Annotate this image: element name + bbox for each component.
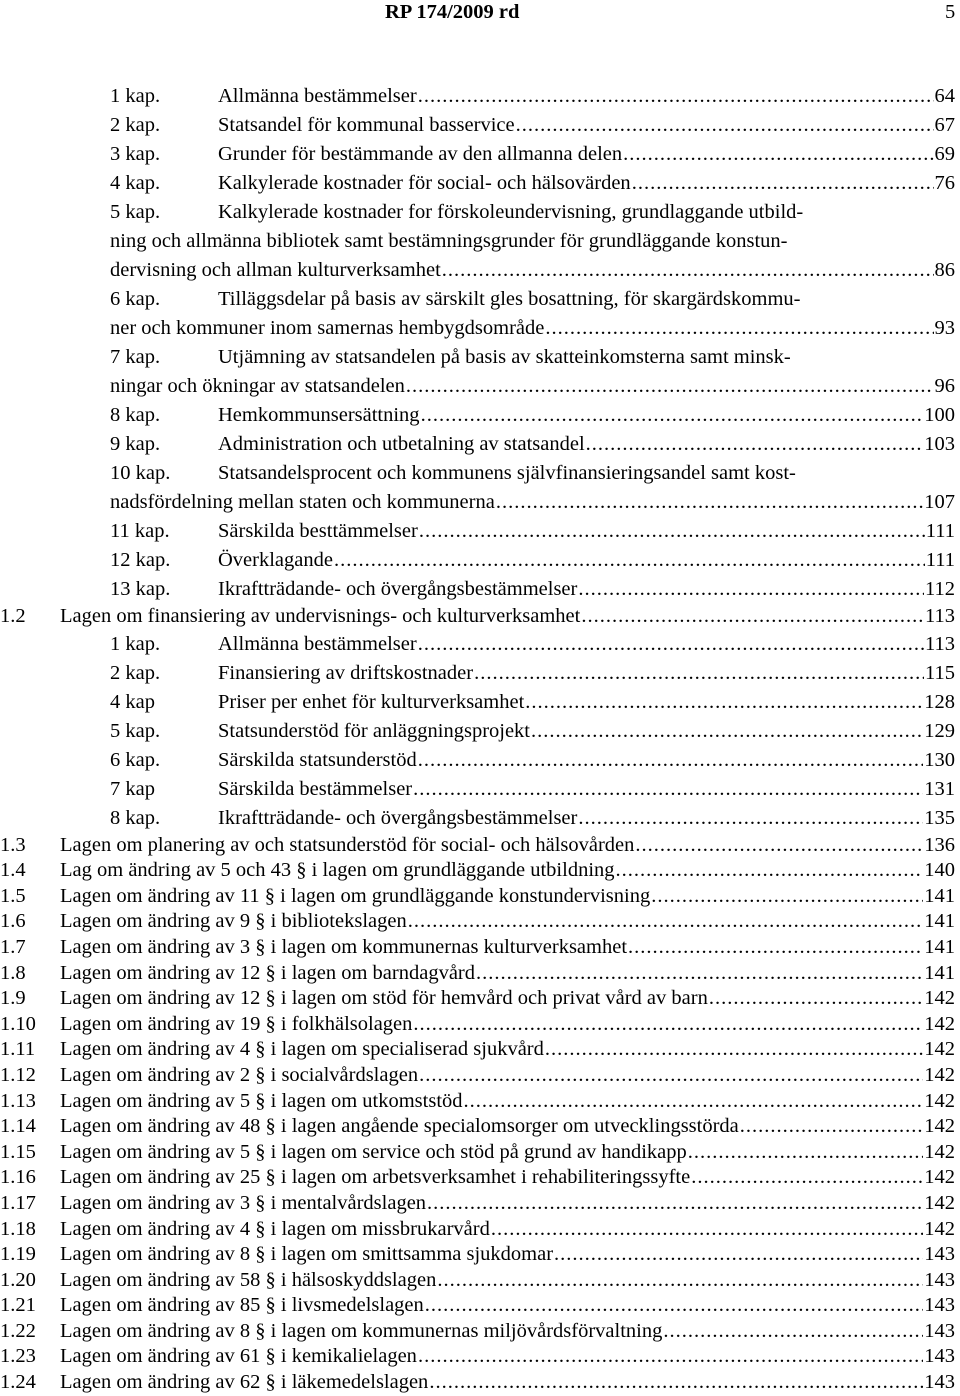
toc-entry-text: Lagen om ändring av 3 § i mentalvårdslagen (60, 1191, 427, 1214)
toc-entry-text: Utjämning av statsandelen på basis av skatteinkomsterna samt minsk- (218, 346, 791, 368)
toc-entry-text: Lagen om ändring av 5 § i lagen om service och stöd på grund av handikapp (60, 1140, 687, 1163)
chapter-number: 5 kap. (110, 719, 161, 742)
toc-line (218, 575, 955, 604)
toc-page-number: 103 (924, 433, 955, 455)
toc-page-number: 143 (924, 1319, 955, 1342)
dot-leader (429, 1370, 923, 1396)
toc-line (60, 961, 955, 987)
toc-line (218, 746, 955, 775)
section-number: 1.22 (0, 1319, 36, 1342)
toc-page-number: 67 (934, 114, 955, 136)
toc-line (60, 1089, 955, 1115)
toc-line (218, 459, 955, 488)
toc-section-row[interactable] (0, 1319, 960, 1345)
toc-page-number: 131 (924, 777, 955, 800)
toc-entry-text: Lagen om planering av och statsunderstöd för social- och hälsovården (60, 833, 635, 856)
chapter-number: 1 kap. (110, 85, 161, 107)
section-number: 1.6 (0, 910, 26, 933)
dot-leader (578, 804, 923, 833)
dot-leader (442, 256, 934, 285)
toc-chapter-row[interactable] (0, 82, 960, 111)
toc-chapter-row[interactable] (0, 746, 960, 775)
section-number: 1.14 (0, 1115, 36, 1138)
dot-leader (413, 1012, 923, 1038)
toc-entry-text: Lagen om ändring av 8 § i lagen om kommunernas miljövårdsförvaltning (60, 1319, 663, 1342)
toc-line (218, 659, 955, 688)
chapter-number: 13 kap. (110, 578, 171, 600)
chapter-number: 2 kap. (110, 661, 161, 684)
toc-section-row[interactable] (0, 986, 960, 1012)
toc-line (60, 1344, 955, 1370)
toc-line (60, 1242, 955, 1268)
toc-chapter-row[interactable] (0, 198, 960, 227)
chapter-number: 7 kap (110, 777, 155, 800)
toc-entry-text: Grunder för bestämmande av den allmanna delen (218, 143, 623, 165)
toc-page-number: 136 (924, 833, 955, 856)
section-number: 1.19 (0, 1243, 36, 1266)
dot-leader (418, 82, 934, 111)
chapter-number: 1 kap. (110, 632, 161, 655)
toc-line (218, 775, 955, 804)
toc-entry-text: Statsandelsprocent och kommunens självfinansieringsandel samt kost- (218, 462, 796, 484)
toc-page-number: 107 (924, 491, 955, 513)
toc-line (60, 1140, 955, 1166)
section-number: 1.15 (0, 1140, 36, 1163)
toc-line (60, 1293, 955, 1319)
toc-entry-text: Lag om ändring av 5 och 43 § i lagen om grundläggande utbildning (60, 859, 615, 882)
toc-entry-text: Allmänna bestämmelser (218, 85, 417, 107)
section-number: 1.17 (0, 1191, 36, 1214)
toc-section-row[interactable] (0, 1012, 960, 1038)
toc-page-number: 143 (924, 1268, 955, 1291)
toc-page-number: 142 (924, 1115, 955, 1138)
toc-page-number: 141 (924, 961, 955, 984)
toc-section-row[interactable] (0, 1140, 960, 1166)
toc-page-number: 111 (925, 520, 955, 542)
toc-section-row[interactable] (0, 1114, 960, 1140)
toc-chapter-row[interactable] (0, 688, 960, 717)
toc-line (60, 1268, 955, 1294)
toc-line (110, 314, 955, 343)
chapter-number: 8 kap. (110, 806, 161, 829)
toc-chapter-row[interactable] (0, 717, 960, 746)
toc-entry-text: Ikraftträdande- och övergångsbestämmelser (218, 578, 578, 600)
toc-page-number: 142 (924, 987, 955, 1010)
toc-entry-text: Lagen om ändring av 8 § i lagen om smittsamma sjukdomar (60, 1243, 554, 1266)
toc-section-row[interactable] (0, 1037, 960, 1063)
dot-leader (623, 140, 933, 169)
dot-leader (651, 884, 923, 910)
dot-leader (581, 604, 924, 630)
toc-entry-text: Lagen om ändring av 5 § i lagen om utkomststöd (60, 1089, 463, 1112)
dot-leader (525, 688, 923, 717)
toc-chapter-row[interactable] (0, 517, 960, 546)
chapter-number: 5 kap. (110, 201, 161, 223)
toc-line (218, 546, 955, 575)
toc-chapter-row[interactable] (0, 546, 960, 575)
toc-entry-text: Ikraftträdande- och övergångsbestämmelser (218, 806, 578, 829)
toc-section-row[interactable] (0, 935, 960, 961)
toc-chapter-row[interactable] (0, 775, 960, 804)
toc-entry-text: Statsunderstöd för anläggningsprojekt (218, 719, 531, 742)
toc-chapter-row[interactable] (0, 111, 960, 140)
toc-page-number: 143 (924, 1371, 955, 1394)
toc-section-row[interactable] (0, 1344, 960, 1370)
toc-line (218, 140, 955, 169)
toc-section-row[interactable] (0, 884, 960, 910)
toc-entry-text: Administration och utbetalning av statsandel (218, 433, 585, 455)
toc-entry-text: ningar och ökningar av statsandelen (110, 375, 405, 397)
toc-line (60, 858, 955, 884)
dot-leader (421, 401, 924, 430)
section-number: 1.5 (0, 884, 26, 907)
toc-line (110, 488, 955, 517)
toc-page-number: 129 (924, 719, 955, 742)
dot-leader (419, 1063, 923, 1089)
toc-line (60, 1370, 955, 1396)
toc-line (60, 1319, 955, 1345)
toc-line (60, 1165, 955, 1191)
toc-chapter-row[interactable] (0, 804, 960, 833)
toc-page-number: 140 (924, 859, 955, 882)
toc-line (110, 227, 955, 256)
toc-line (218, 804, 955, 833)
section-number: 1.21 (0, 1294, 36, 1317)
toc-entry-text: Lagen om ändring av 62 § i läkemedelslagen (60, 1371, 429, 1394)
dot-leader (491, 1217, 923, 1243)
chapter-number: 3 kap. (110, 143, 161, 165)
section-number: 1.13 (0, 1089, 36, 1112)
dot-leader (545, 1037, 923, 1063)
toc-section-row[interactable] (0, 1268, 960, 1294)
section-number: 1.10 (0, 1012, 36, 1035)
toc-page-number: 128 (924, 690, 955, 713)
toc-chapter-row[interactable] (0, 659, 960, 688)
toc-page-number: 93 (934, 317, 955, 339)
section-number: 1.2 (0, 605, 26, 627)
dot-leader (418, 630, 924, 659)
toc-entry-text: Finansiering av driftskostnader (218, 661, 474, 684)
dot-leader (408, 909, 924, 935)
dot-leader (413, 775, 923, 804)
toc-line (218, 430, 955, 459)
toc-entry-text: Kalkylerade kostnader för social- och hälsovärden (218, 172, 631, 194)
toc-entry-text: nadsfördelning mellan staten och kommunerna (110, 491, 495, 513)
toc-entry-text: Statsandel för kommunal basservice (218, 114, 515, 136)
toc-page-number: 135 (924, 806, 955, 829)
dot-leader (578, 575, 924, 604)
toc-chapter-row[interactable] (0, 314, 960, 343)
toc-section-row[interactable] (0, 1217, 960, 1243)
toc-line (218, 169, 955, 198)
toc-page-number: 76 (934, 172, 955, 194)
toc-page-number: 142 (924, 1166, 955, 1189)
toc-entry-text: dervisning och allman kulturverksamhet (110, 259, 441, 281)
toc-page-number: 142 (924, 1063, 955, 1086)
chapter-number: 9 kap. (110, 433, 161, 455)
toc-entry-text: Priser per enhet för kulturverksamhet (218, 690, 525, 713)
toc-section-row[interactable] (0, 858, 960, 884)
dot-leader (688, 1140, 923, 1166)
toc-section-row[interactable] (0, 833, 960, 859)
toc-page-number: 69 (934, 143, 955, 165)
table-of-contents (0, 82, 960, 1396)
toc-line (218, 401, 955, 430)
toc-line (60, 604, 955, 630)
chapter-number: 6 kap. (110, 288, 161, 310)
toc-section-row[interactable] (0, 909, 960, 935)
chapter-number: 12 kap. (110, 549, 171, 571)
section-number: 1.20 (0, 1268, 36, 1291)
dot-leader (616, 858, 924, 884)
toc-line (60, 1191, 955, 1217)
toc-entry-text: Lagen om ändring av 85 § i livsmedelslagen (60, 1294, 424, 1317)
toc-chapter-row[interactable] (0, 372, 960, 401)
chapter-number: 10 kap. (110, 462, 171, 484)
toc-chapter-row[interactable] (0, 488, 960, 517)
dot-leader (632, 169, 934, 198)
toc-page-number: 142 (924, 1089, 955, 1112)
toc-section-row[interactable] (0, 961, 960, 987)
dot-leader (554, 1242, 923, 1268)
section-number: 1.24 (0, 1371, 36, 1394)
chapter-number: 7 kap. (110, 346, 161, 368)
toc-chapter-row[interactable] (0, 430, 960, 459)
toc-entry-text: Särskilda besttämmelser (218, 520, 418, 542)
toc-section-row[interactable] (0, 1063, 960, 1089)
toc-page-number: 130 (924, 748, 955, 771)
toc-entry-text: Särskilda statsunderstöd (218, 748, 417, 771)
toc-page-number: 141 (924, 935, 955, 958)
toc-section-row[interactable] (0, 1370, 960, 1396)
toc-section-row[interactable] (0, 604, 960, 630)
toc-entry-text: Lagen om ändring av 12 § i lagen om barndagvård (60, 961, 475, 984)
section-number: 1.23 (0, 1345, 36, 1368)
toc-page-number: 141 (924, 910, 955, 933)
toc-page-number: 143 (924, 1345, 955, 1368)
toc-line (218, 198, 955, 227)
toc-chapter-row[interactable] (0, 227, 960, 256)
dot-leader (531, 717, 923, 746)
dot-leader (709, 986, 923, 1012)
toc-entry-text: Tilläggsdelar på basis av särskilt gles bosattning, för skargärdskommu- (218, 288, 801, 310)
toc-entry-text: Lagen om ändring av 25 § i lagen om arbetsverksamhet i rehabiliteringssyfte (60, 1166, 691, 1189)
toc-page-number: 142 (924, 1140, 955, 1163)
toc-section-row[interactable] (0, 1089, 960, 1115)
chapter-number: 11 kap. (110, 520, 170, 542)
toc-line (60, 884, 955, 910)
toc-entry-text: Lagen om ändring av 48 § i lagen angående specialomsorger om utvecklingsstörda (60, 1115, 739, 1138)
toc-line (218, 517, 955, 546)
toc-page-number: 142 (924, 1217, 955, 1240)
toc-chapter-row[interactable] (0, 401, 960, 430)
toc-line (60, 833, 955, 859)
chapter-number: 4 kap. (110, 172, 161, 194)
toc-entry-text: Lagen om ändring av 61 § i kemikalielagen (60, 1345, 417, 1368)
toc-line (218, 717, 955, 746)
toc-line (110, 372, 955, 401)
toc-chapter-row[interactable] (0, 630, 960, 659)
section-number: 1.16 (0, 1166, 36, 1189)
dot-leader (406, 372, 934, 401)
toc-page-number: 86 (934, 259, 955, 281)
chapter-number: 6 kap. (110, 748, 161, 771)
dot-leader (586, 430, 924, 459)
dot-leader (516, 111, 934, 140)
section-number: 1.4 (0, 859, 26, 882)
toc-entry-text: Lagen om ändring av 12 § i lagen om stöd för hemvård och privat vård av barn (60, 987, 708, 1010)
toc-entry-text: Lagen om ändring av 2 § i socialvårdslagen (60, 1063, 419, 1086)
dot-leader (425, 1293, 923, 1319)
dot-leader (474, 659, 924, 688)
dot-leader (545, 314, 933, 343)
dot-leader (496, 488, 923, 517)
toc-entry-text: ning och allmänna bibliotek samt bestämningsgrunder för grundläggande konstun- (110, 230, 788, 252)
toc-entry-text: Allmänna bestämmelser (218, 632, 417, 655)
dot-leader (635, 833, 923, 859)
dot-leader (464, 1089, 924, 1115)
dot-leader (334, 546, 925, 575)
toc-entry-text: Lagen om finansiering av undervisnings- och kulturverksamhet (60, 605, 581, 627)
section-number: 1.8 (0, 961, 26, 984)
toc-entry-text: Lagen om ändring av 4 § i lagen om specialiserad sjukvård (60, 1038, 544, 1061)
toc-entry-text: Lagen om ändring av 3 § i lagen om kommunernas kulturverksamhet (60, 935, 628, 958)
toc-entry-text: Överklagande (218, 549, 333, 571)
dot-leader (419, 517, 925, 546)
section-number: 1.18 (0, 1217, 36, 1240)
toc-section-row[interactable] (0, 1165, 960, 1191)
toc-chapter-row[interactable] (0, 343, 960, 372)
toc-entry-text: Lagen om ändring av 58 § i hälsoskyddslagen (60, 1268, 437, 1291)
dot-leader (418, 746, 924, 775)
toc-entry-text: Hemkommunsersättning (218, 404, 420, 426)
section-number: 1.9 (0, 987, 26, 1010)
chapter-number: 2 kap. (110, 114, 161, 136)
toc-chapter-row[interactable] (0, 140, 960, 169)
toc-line (60, 1063, 955, 1089)
toc-line (218, 630, 955, 659)
toc-line (110, 256, 955, 285)
toc-section-row[interactable] (0, 1191, 960, 1217)
dot-leader (427, 1191, 923, 1217)
toc-line (60, 1037, 955, 1063)
section-number: 1.7 (0, 935, 26, 958)
page-number: 5 (945, 1, 956, 23)
toc-page-number: 142 (924, 1191, 955, 1214)
toc-page-number: 142 (924, 1038, 955, 1061)
toc-line (60, 1114, 955, 1140)
dot-leader (628, 935, 923, 961)
toc-line (218, 82, 955, 111)
toc-chapter-row[interactable] (0, 256, 960, 285)
toc-section-row[interactable] (0, 1242, 960, 1268)
document-id: RP 174/2009 rd (385, 1, 520, 23)
toc-page-number: 143 (924, 1294, 955, 1317)
toc-entry-text: Lagen om ändring av 4 § i lagen om missbrukarvård (60, 1217, 490, 1240)
dot-leader (437, 1268, 923, 1294)
toc-page-number: 142 (924, 1012, 955, 1035)
dot-leader (691, 1165, 923, 1191)
chapter-number: 4 kap (110, 690, 155, 713)
toc-chapter-row[interactable] (0, 169, 960, 198)
toc-entry-text: Särskilda bestämmelser (218, 777, 413, 800)
toc-page-number: 64 (934, 85, 955, 107)
toc-page-number: 100 (924, 404, 955, 426)
toc-line (60, 1217, 955, 1243)
toc-page-number: 113 (925, 632, 955, 655)
toc-page-number: 115 (925, 661, 955, 684)
toc-chapter-row[interactable] (0, 459, 960, 488)
section-number: 1.11 (0, 1038, 36, 1061)
toc-line (60, 909, 955, 935)
section-number: 1.3 (0, 833, 26, 856)
toc-line (218, 111, 955, 140)
toc-entry-text: Lagen om ändring av 19 § i folkhälsolagen (60, 1012, 413, 1035)
toc-page-number: 96 (934, 375, 955, 397)
dot-leader (663, 1319, 923, 1345)
dot-leader (476, 961, 923, 987)
toc-entry-text: Kalkylerade kostnader for förskoleundervisning, grundlaggande utbild- (218, 201, 804, 223)
toc-line (60, 935, 955, 961)
dot-leader (418, 1344, 923, 1370)
toc-line (218, 343, 955, 372)
toc-page-number: 111 (925, 549, 955, 571)
toc-entry-text: Lagen om ändring av 9 § i bibliotekslagen (60, 910, 407, 933)
toc-entry-text: Lagen om ändring av 11 § i lagen om grundläggande konstundervisning (60, 884, 651, 907)
toc-line (60, 986, 955, 1012)
dot-leader (740, 1114, 923, 1140)
toc-line (218, 688, 955, 717)
toc-chapter-row[interactable] (0, 575, 960, 604)
toc-entry-text: ner och kommuner inom samernas hembygdsområde (110, 317, 545, 339)
section-number: 1.12 (0, 1063, 36, 1086)
toc-line (218, 285, 955, 314)
page-header (0, 0, 960, 26)
toc-page-number: 143 (924, 1243, 955, 1266)
toc-page-number: 112 (925, 578, 955, 600)
toc-section-row[interactable] (0, 1293, 960, 1319)
toc-line (60, 1012, 955, 1038)
chapter-number: 8 kap. (110, 404, 161, 426)
toc-page-number: 141 (924, 884, 955, 907)
toc-chapter-row[interactable] (0, 285, 960, 314)
toc-page-number: 113 (925, 605, 955, 627)
